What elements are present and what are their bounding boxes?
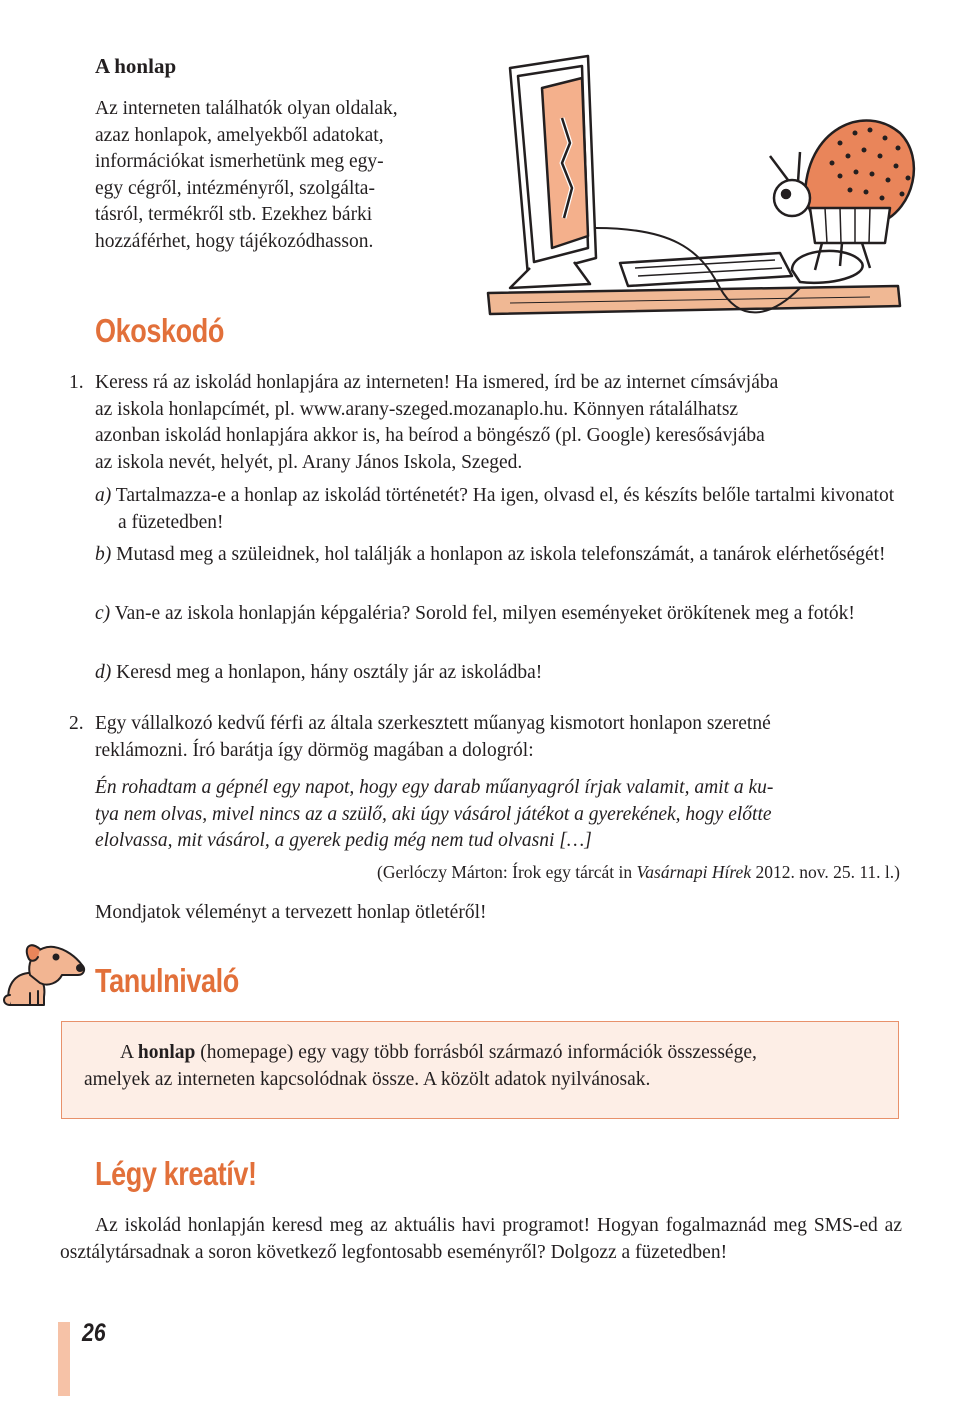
citation-source: Vasárnapi Hírek	[636, 862, 752, 882]
page-number-bar	[58, 1322, 70, 1396]
task-number: 2.	[69, 713, 84, 734]
task-line: az iskola honlapcímét, pl. www.arany-szeged.mozanaplo.hu. Könnyen rátalálhatsz	[95, 398, 739, 420]
task-line: Egy vállalkozó kedvű férfi az általa szerkesztett műanyag kismotort honlapon szeretné	[95, 713, 771, 734]
subtask-d	[95, 660, 905, 687]
task-1	[69, 370, 905, 476]
subtask-letter: a)	[95, 485, 112, 506]
subtask-text: Keresd meg a honlapon, hány osztály jár az iskoládba!	[116, 662, 543, 683]
task-line: az iskola nevét, helyét, pl. Arany János Iskola, Szeged.	[95, 451, 523, 473]
okoskodo-heading: Okoskodó	[95, 312, 225, 349]
learning-text: (homepage) egy vagy több forrásból származó információk összessége,	[195, 1042, 757, 1063]
citation-author: (Gerlóczy Márton: Írok egy tárcát in	[377, 862, 637, 882]
subtask-text: Mutasd meg a szüleidnek, hol találják a honlapon az iskola telefonszámát, a tanárok elérhetőségét!	[116, 544, 886, 565]
intro-line: tásról, termékről stb. Ezekhez bárki	[95, 204, 373, 225]
citation-date: 2012. nov. 25. 11. l.)	[751, 862, 900, 882]
subtask-letter: d)	[95, 662, 112, 683]
quote-line: tya nem olvas, mivel nincs az a szülő, aki úgy vásárol játékot a gyerekének, hogy előtte	[95, 803, 772, 825]
intro-line: információkat ismerhetünk meg egy-	[95, 151, 384, 172]
citation	[377, 862, 900, 883]
dog-mascot-icon	[0, 935, 92, 1010]
quote-line: elolvassa, mit vásárol, a gyerek pedig még nem tud olvasni […]	[95, 830, 592, 851]
intro-line: azaz honlapok, amelyekből adatokat,	[95, 124, 384, 146]
section-title: A honlap	[95, 54, 177, 78]
quote	[95, 775, 905, 855]
learning-line	[84, 1040, 876, 1067]
learning-lead: A	[120, 1042, 138, 1063]
task-line: azonban iskolád honlapjára akkor is, ha beírod a böngésző (pl. Google) keresősávjába	[95, 425, 765, 446]
computer-bug-illustration	[470, 48, 930, 328]
subtask-a	[95, 483, 905, 536]
subtask-text: Van-e az iskola honlapján képgaléria? Sorold fel, milyen eseményeket örökítenek meg a fotók!	[114, 603, 855, 624]
task-number: 1.	[69, 372, 84, 393]
learning-box	[61, 1021, 899, 1119]
quote-line: Én rohadtam a gépnél egy napot, hogy egy darab műanyagról írjak valamit, amit a ku-	[95, 777, 774, 798]
learning-line: amelyek az interneten kapcsolódnak össze. A közölt adatok nyilvánosak.	[84, 1068, 651, 1090]
subtask-letter: b)	[95, 544, 112, 565]
kreativ-heading: Légy kreatív!	[95, 1155, 257, 1192]
task-line: Keress rá az iskolád honlapjára az interneten! Ha ismered, írd be az internet címsávjába	[95, 372, 779, 393]
subtask-text: Tartalmazza-e a honlap az iskolád történetét? Ha igen, olvasd el, és készíts belőle tartalmi kivonatot a füzetedben!	[115, 485, 895, 533]
creative-task: Az iskolád honlapján keresd meg az aktuális havi programot! Hogyan fogalmaznád meg SMS-ed az osztálytársadnak a soron következő legfontosabb eseményről? Dolgozz a füzetedben!	[60, 1215, 902, 1263]
task-2	[69, 711, 905, 764]
task-line: reklámozni. Író barátja így dörmög magában a dologról:	[95, 739, 534, 761]
intro-line: egy cégről, intézményről, szolgálta-	[95, 177, 375, 199]
learning-term: honlap	[137, 1042, 196, 1063]
subtask-b	[95, 542, 905, 569]
subtask-letter: c)	[95, 603, 111, 624]
intro-line: hozzáférhet, hogy tájékozódhasson.	[95, 230, 374, 252]
opinion-prompt: Mondjatok véleményt a tervezett honlap ötletéről!	[95, 902, 487, 923]
subtask-c	[95, 601, 905, 628]
tanulnivalo-heading: Tanulnivaló	[95, 962, 239, 999]
intro-paragraph	[95, 96, 465, 255]
intro-line: Az interneten találhatók olyan oldalak,	[95, 98, 398, 119]
page-number: 26	[82, 1319, 106, 1347]
